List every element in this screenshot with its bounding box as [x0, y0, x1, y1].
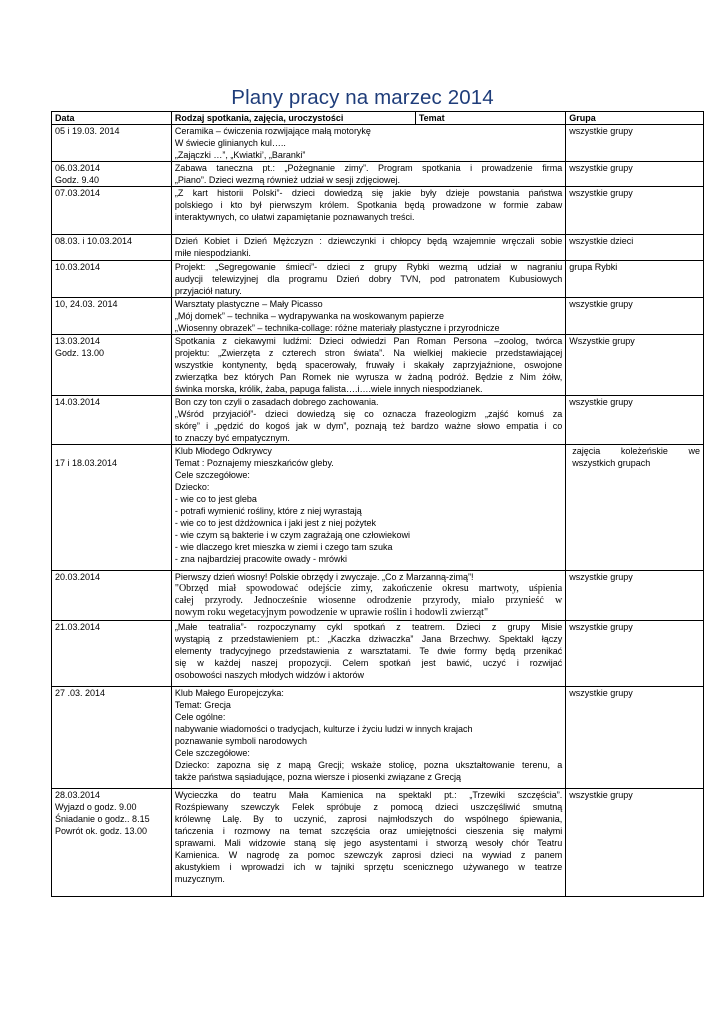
cell-date — [52, 187, 172, 235]
description-line: Rozśpiewany szewczyk Felek spróbuje z pomocą dzieci uszczęśliwić smutną — [174, 802, 563, 812]
date-line: 21.03.2014 — [55, 622, 101, 632]
description-line: „Mój domek” – technika – wydrapywanka na woskowanym papierze — [174, 311, 445, 321]
description-line: zwierzątka bez których Pan Romek nie wyrusza w żadną podróż. Będzie z Nim żółw, — [174, 372, 563, 382]
cell-date — [52, 571, 172, 621]
description-line: - wie co to jest dżdżownica i jaki jest z niej pożytek — [174, 518, 376, 528]
cell-group — [566, 235, 704, 261]
description-line: Zabawa taneczna pt.: „Pożegnanie zimy”. Program spotkania i prowadzenie firma — [174, 163, 563, 173]
table-row — [52, 235, 704, 261]
date-line: 08.03. i 10.03.2014 — [55, 236, 133, 246]
description-line: świnka morska, królik, żaba, papuga falista….i….wiele innych niespodzianek. — [174, 384, 483, 394]
table-row — [52, 396, 704, 445]
description-line: także państwa sąsiadujące, pozna wiersze i piosenki związane z Grecją — [174, 772, 462, 782]
description-line: „Wiosenny obrazek” – technika-collage: różne materiały plastyczne i przyrodnicze — [174, 323, 500, 333]
description-line: „Piano”. Dzieci wezmą również udział w sesji zdjęciowej. — [174, 175, 400, 185]
group-line: wszystkich grupach — [572, 458, 651, 468]
cell-date — [52, 125, 172, 162]
description-line: Cele ogólne: — [174, 712, 226, 722]
table-row — [52, 621, 704, 687]
description-line: W świecie glinianych kul….. — [174, 138, 286, 148]
cell-group — [566, 687, 704, 789]
date-line: 27 .03. 2014 — [55, 688, 106, 698]
table-row — [52, 162, 704, 187]
description-line: Pierwszy dzień wiosny! Polskie obrzędy i zwyczaje. „Co z Marzanną-zimą”! — [174, 572, 474, 582]
cell-description — [171, 445, 565, 571]
cell-date — [52, 396, 172, 445]
date-line: 06.03.2014 — [55, 163, 101, 173]
cell-description — [171, 571, 565, 621]
cell-description — [171, 235, 565, 261]
group-line: wszystkie grupy — [569, 188, 633, 198]
date-line: 10.03.2014 — [55, 262, 101, 272]
description-line: - wie czym są bakterie i w czym zagrażają one człowiekowi — [174, 530, 410, 540]
cell-description — [171, 261, 565, 298]
description-line: Ceramika – ćwiczenia rozwijające małą motorykę — [174, 126, 371, 136]
group-line: grupa Rybki — [569, 262, 618, 272]
description-line: Warsztaty plastyczne – Mały Picasso — [174, 299, 323, 309]
description-line: Projekt: „Segregowanie śmieci”- dzieci z grupy Rybki wezmą udział w nagraniu — [174, 262, 563, 272]
group-line: wszystkie grupy — [569, 688, 633, 698]
group-line: wszystkie grupy — [569, 299, 633, 309]
cell-description — [171, 187, 565, 235]
description-line: Dziecko: — [174, 482, 210, 492]
table-header-row — [52, 112, 704, 125]
cell-description — [171, 789, 565, 897]
description-line: polskiego i kto był pierwszym królem. Spotkania będą prowadzone w formie zabaw — [174, 200, 563, 210]
date-line: 17 i 18.03.2014 — [55, 458, 118, 468]
cell-description — [171, 335, 565, 396]
cell-group — [566, 187, 704, 235]
date-line: 20.03.2014 — [55, 572, 101, 582]
description-line: się w każdej naszej propozycji. Celem spotkań jest bawić, uczyć i rozwijać — [174, 658, 563, 668]
description-line: audycji telewizyjnej dla programu Dzień dobry TVN, pod patronatem Kubusiowych — [174, 274, 563, 284]
group-line: wszystkie grupy — [569, 572, 633, 582]
description-line: elementy tradycyjnego przedstawienia z warsztatami. Te dwie formy będą przenikać — [174, 646, 563, 656]
description-line: poznawanie symboli narodowych — [174, 736, 307, 746]
description-line: wszystkie kontynenty, będą spacerowały, fruwały i skakały zaprzyjaźnione, oswojone — [174, 360, 563, 370]
cell-date — [52, 298, 172, 335]
date-line: Godz. 13.00 — [55, 348, 105, 358]
group-line: wszystkie dzieci — [569, 236, 634, 246]
cell-date — [52, 335, 172, 396]
date-line: 13.03.2014 — [55, 336, 101, 346]
description-line: akustykiem i wprowadzi ich w tajniki sprzętu scenicznego używanego w teatrze — [174, 862, 563, 872]
table-row — [52, 298, 704, 335]
page-title: Plany pracy na marzec 2014 — [231, 86, 494, 109]
description-line: - zna najbardziej pracowite owady - mrówki — [174, 554, 347, 564]
description-line: tańczenia i rozmowy na temat szczęścia oraz umiejętności cieszenia się małymi — [174, 826, 563, 836]
table-row — [52, 687, 704, 789]
description-line: skórę” i „pędzić do kogoś jak w dym”, poznają też bardzo ważne słowo empatia i co — [174, 421, 563, 431]
header-date: Data — [52, 112, 172, 125]
cell-description — [171, 162, 565, 187]
date-line: Wyjazd o godz. 9.00 — [55, 802, 137, 812]
date-line: Śniadanie o godz.. 8.15 — [55, 814, 150, 824]
description-line: muzycznym. — [174, 874, 225, 884]
description-line: Cele szczegółowe: — [174, 470, 250, 480]
description-line: osobowości naszych młodych widzów i aktorów — [174, 670, 364, 680]
date-line: 28.03.2014 — [55, 790, 101, 800]
date-line: 10, 24.03. 2014 — [55, 299, 118, 309]
cell-group — [566, 298, 704, 335]
description-line: Kamienica. W nagrodę za pomoc szewczyk zaprosi dzieci na wywiad z panem — [174, 850, 563, 860]
cell-group — [566, 125, 704, 162]
description-line: Bon czy ton czyli o zasadach dobrego zachowania. — [174, 397, 379, 407]
description-line: przyjaciół natury. — [174, 286, 242, 296]
header-group: Grupa — [566, 112, 704, 125]
date-line: 05 i 19.03. 2014 — [55, 126, 120, 136]
group-line: wszystkie grupy — [569, 397, 633, 407]
description-line: Wycieczka do teatru Mała Kamienica na spektakl pt.: „Trzewiki szczęścia”. — [174, 790, 563, 800]
cell-group — [566, 571, 704, 621]
table-row — [52, 789, 704, 897]
description-line: Dzień Kobiet i Dzień Mężczyzn : dziewczynki i chłopcy będą wzajemnie wręczali sobie — [174, 236, 563, 246]
description-line: Dziecko: zapozna się z mapą Grecji; wskaże stolicę, pozna ukształtowanie terenu, a — [174, 760, 563, 770]
description-line: Klub Młodego Odkrywcy — [174, 446, 272, 456]
cell-date — [52, 445, 172, 571]
cell-group — [566, 162, 704, 187]
cell-description — [171, 298, 565, 335]
description-line: Klub Małego Europejczyka: — [174, 688, 284, 698]
table-row — [52, 335, 704, 396]
description-line: - potrafi wymienić rośliny, które z niej wyrastają — [174, 506, 362, 516]
description-line: sprawami. Mali widzowie staną się jego asystentami i stworzą wesoły chór Teatru — [174, 838, 563, 848]
description-line: wystąpią z przedstawieniem pt.: „Kaczka dziwaczka” Jana Brzechwy. Spektakl łączy — [174, 634, 563, 644]
cell-date — [52, 162, 172, 187]
cell-group — [566, 335, 704, 396]
cell-description — [171, 125, 565, 162]
cell-description — [171, 621, 565, 687]
cell-group — [566, 396, 704, 445]
date-line: 14.03.2014 — [55, 397, 101, 407]
table-row — [52, 445, 704, 571]
cell-group — [566, 445, 704, 571]
description-line: nabywanie wiadomości o tradycjach, kulturze i życiu ludzi w innych krajach — [174, 724, 473, 734]
header-topic: Temat — [415, 112, 565, 125]
cell-date — [52, 687, 172, 789]
plan-table — [51, 111, 704, 897]
description-line: to znaczy być empatycznym. — [174, 433, 290, 443]
cell-date — [52, 261, 172, 298]
table-row — [52, 187, 704, 235]
description-line: - wie co to jest gleba — [174, 494, 257, 504]
group-line: zajęcia koleżeńskie we — [572, 446, 700, 456]
table-row — [52, 125, 704, 162]
description-line: królewnę Lalę. By to uczynić, zaprosi najmłodszych do wspólnego śpiewania, — [174, 814, 563, 824]
group-line: wszystkie grupy — [569, 790, 633, 800]
cell-date — [52, 235, 172, 261]
description-line: „Zajączki …”, „Kwiatki’, „Baranki” — [174, 150, 306, 160]
cell-group — [566, 261, 704, 298]
description-line: Spotkania z ciekawymi ludźmi: Dzieci odwiedzi Pan Roman Persona –zoolog, twórca — [174, 336, 563, 346]
cell-description — [171, 687, 565, 789]
description-line: miłe niespodzianki. — [174, 248, 251, 258]
cell-date — [52, 621, 172, 687]
date-line: Godz. 9.40 — [55, 175, 100, 185]
date-line: Powrót ok. godz. 13.00 — [55, 826, 148, 836]
description-line: interaktywnych, co ułatwi zapamiętanie poznawanych treści. — [174, 212, 415, 222]
description-line: „Z kart historii Polski”- dzieci dowiedzą się jakie były dzieje powstania państwa — [174, 188, 563, 198]
description-line: „Wśród przyjaciół”- dzieci dowiedzą się co oznacza frazeologizm „zajść komuś za — [174, 409, 563, 419]
cell-description — [171, 396, 565, 445]
description-line: Cele szczegółowe: — [174, 748, 250, 758]
description-line: Temat : Poznajemy mieszkańców gleby. — [174, 458, 334, 468]
group-line: wszystkie grupy — [569, 126, 633, 136]
table-row — [52, 261, 704, 298]
cell-group — [566, 621, 704, 687]
header-activity: Rodzaj spotkania, zajęcia, uroczystości — [171, 112, 415, 125]
table-row — [52, 571, 704, 621]
description-line: całej przyrody. Jednocześnie wiosenne odrodzenie przyrody, miało przynieść w — [174, 595, 563, 606]
group-line: wszystkie grupy — [569, 163, 633, 173]
group-line: Wszystkie grupy — [569, 336, 635, 346]
description-line: Temat: Grecja — [174, 700, 231, 710]
description-line: „Małe teatralia”- rozpoczynamy cykl spotkań z teatrem. Dzieci z grupy Misie — [174, 622, 563, 632]
date-line: 07.03.2014 — [55, 188, 101, 198]
description-line: "Obrzęd miał spowodować odejście zimy, zakończenie okresu martwoty, uśpienia — [174, 583, 563, 594]
description-line: projektu: „Zwierzęta z czterech stron świata”. Na wielkiej makiecie przedstawiającej — [174, 348, 563, 358]
cell-date — [52, 789, 172, 897]
description-line: nowym roku wegetacyjnym powodzenie w uprawie roślin i hodowli zwierząt" — [174, 607, 489, 618]
cell-group — [566, 789, 704, 897]
description-line: - wie dlaczego kret mieszka w ziemi i czego tam szuka — [174, 542, 393, 552]
group-line: wszystkie grupy — [569, 622, 633, 632]
